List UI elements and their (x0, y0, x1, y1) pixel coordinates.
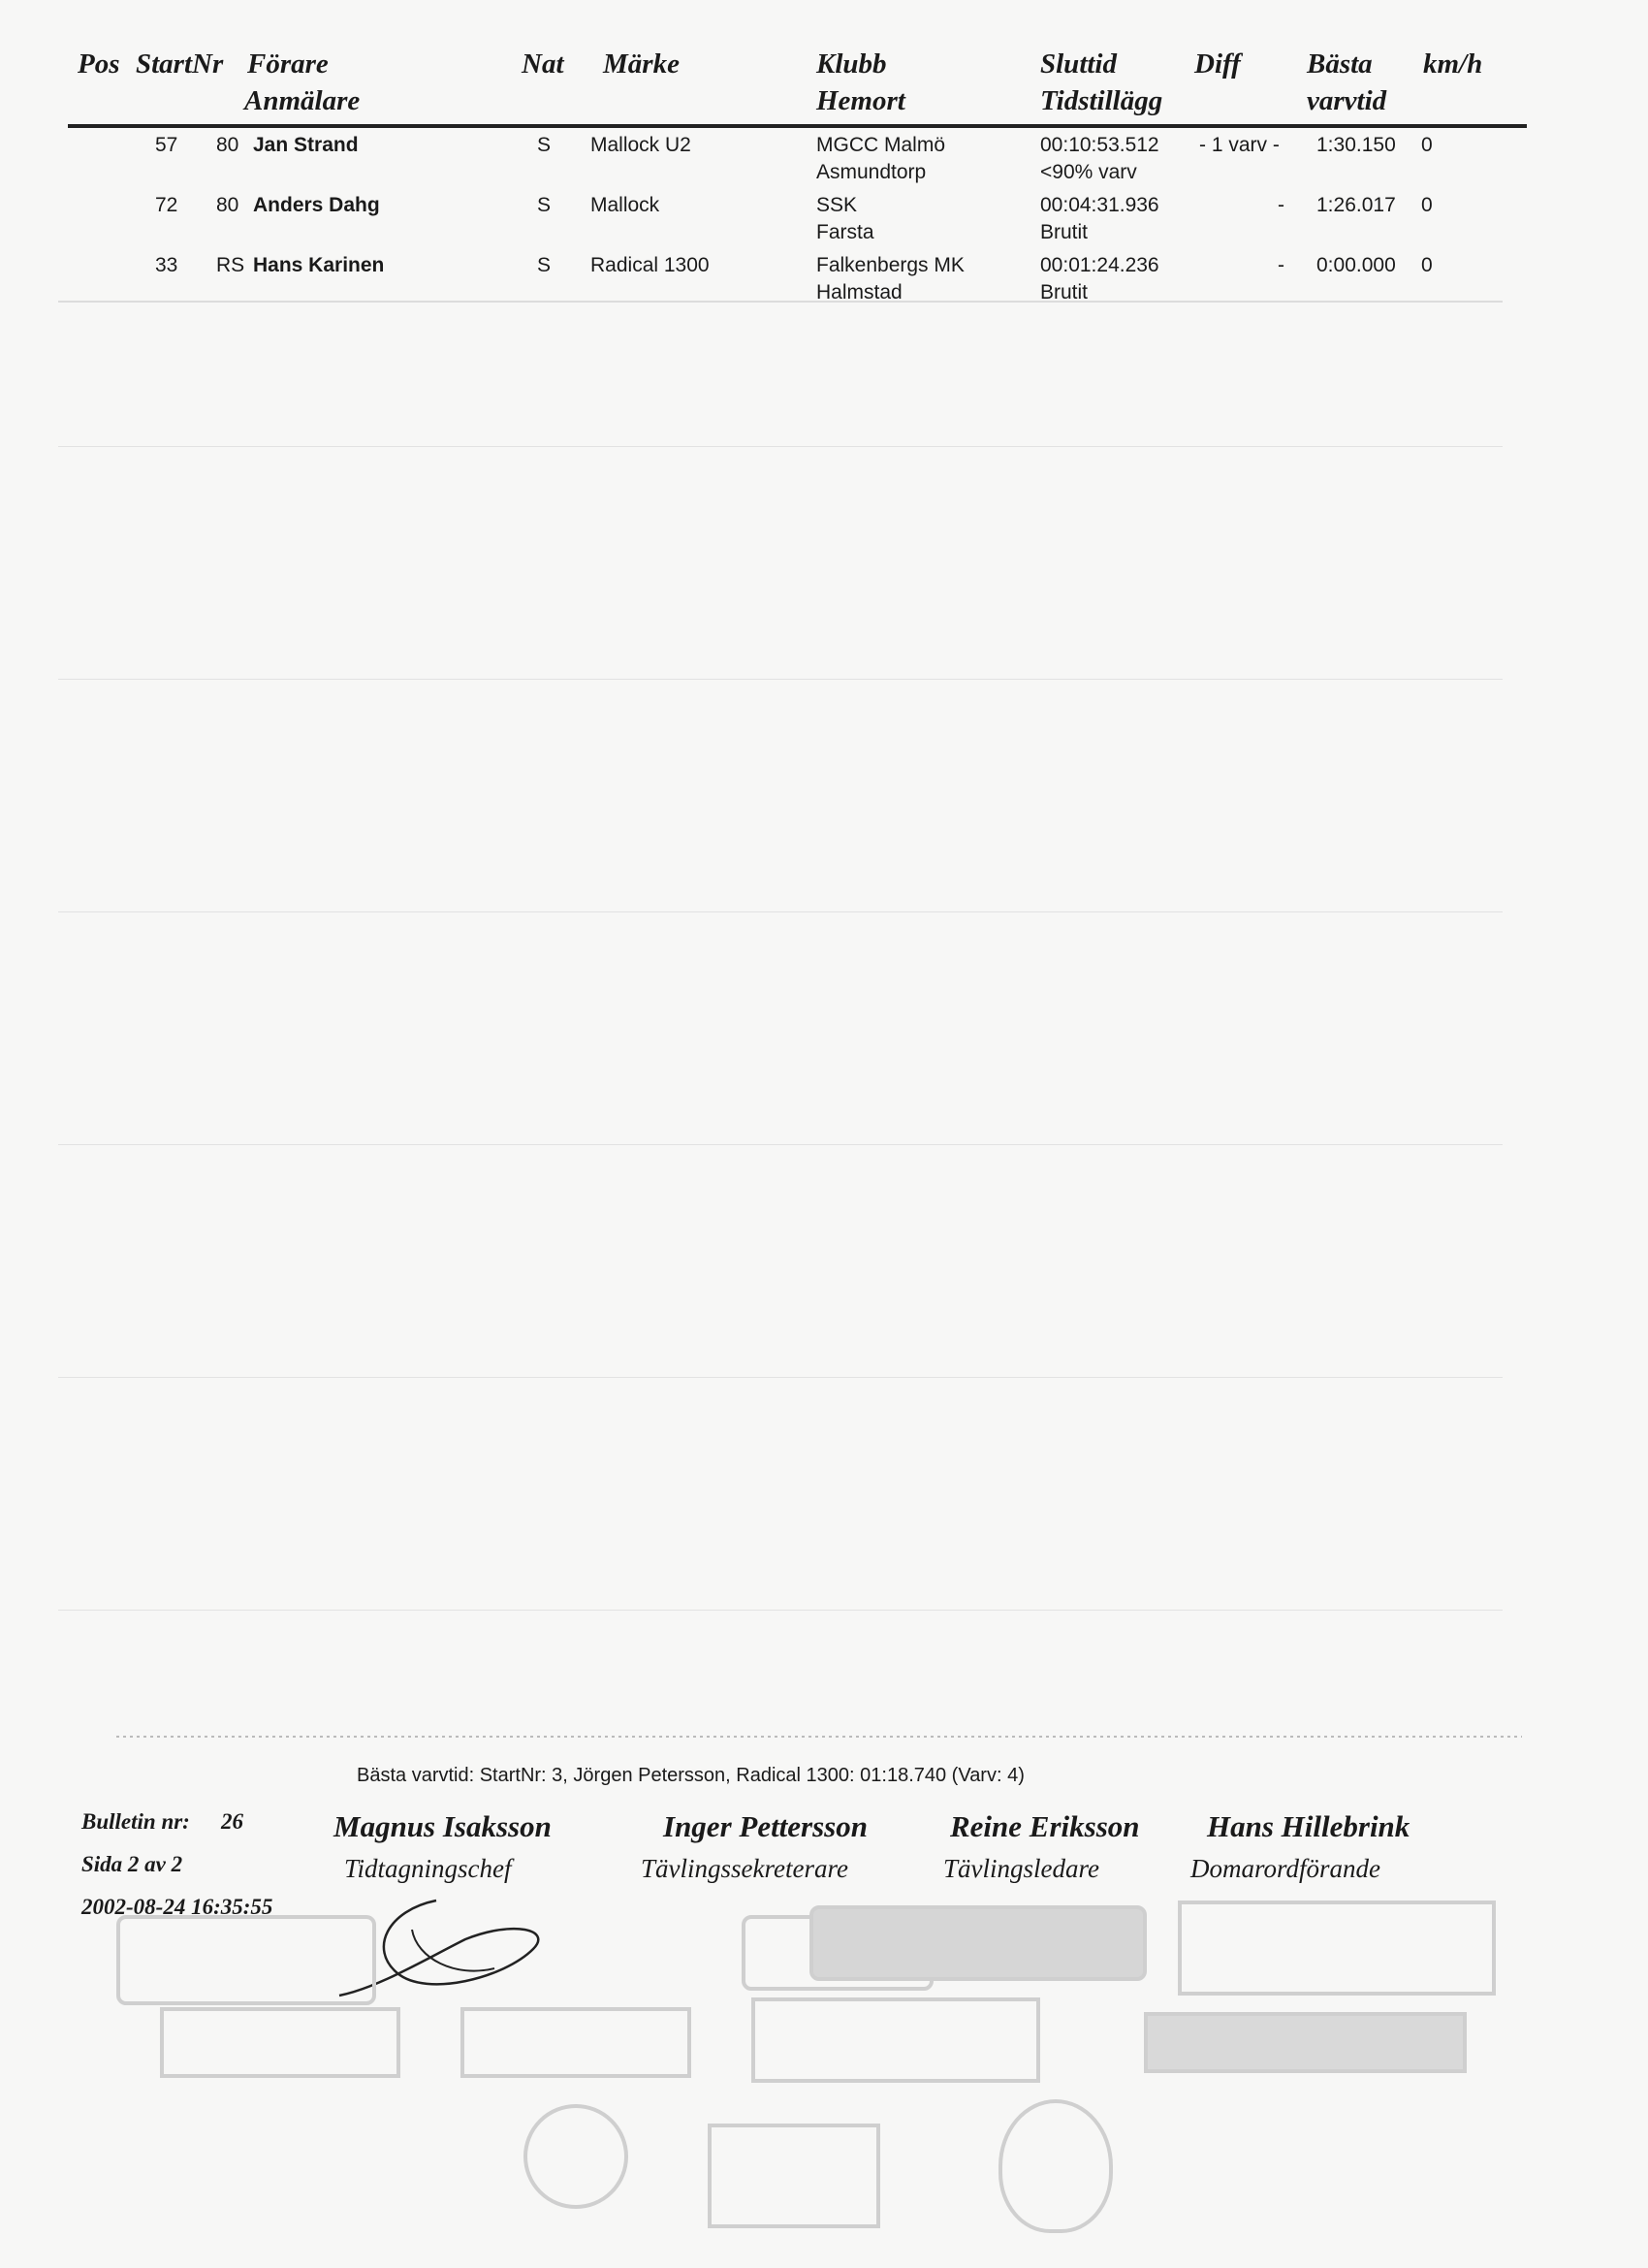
signature-role: Tidtagningschef (344, 1854, 512, 1883)
signature-name: Reine Eriksson (950, 1809, 1140, 1843)
page-number: Sida 2 av 2 (81, 1852, 183, 1876)
row-pos: 57 (155, 134, 178, 156)
sponsor-logo (523, 2104, 628, 2209)
signature-name: Inger Pettersson (663, 1809, 868, 1843)
row-startnr: 80 (216, 134, 239, 156)
header-varvtid: varvtid (1307, 85, 1387, 116)
header-kml: km/h (1423, 48, 1483, 80)
sponsor-logo (751, 1997, 1040, 2083)
row-time-penalty: <90% varv (1040, 161, 1137, 183)
row-kmh: 0 (1421, 254, 1433, 276)
header-forare: Förare (247, 48, 329, 80)
sponsor-logo (998, 2099, 1113, 2233)
sponsor-logo (1144, 2012, 1467, 2073)
signature-role: Tävlingsledare (943, 1854, 1099, 1883)
header-marke: Märke (603, 48, 680, 80)
row-startnr: 80 (216, 194, 239, 216)
header-nat: Nat (522, 48, 564, 80)
sponsor-logo (160, 2007, 400, 2078)
row-hometown: Halmstad (816, 281, 903, 303)
row-car: Radical 1300 (590, 254, 710, 276)
row-club: Falkenbergs MK (816, 254, 965, 276)
sponsor-logo (809, 1905, 1147, 1981)
row-finish-time: 00:04:31.936 (1040, 194, 1159, 216)
row-car: Mallock (590, 194, 660, 216)
row-nat: S (537, 134, 552, 156)
row-driver: Jan Strand (253, 134, 359, 156)
bulletin-label: Bulletin nr: (81, 1809, 190, 1834)
row-diff: - (1278, 194, 1284, 216)
sponsor-logo (1178, 1901, 1496, 1996)
signature-name: Hans Hillebrink (1207, 1809, 1410, 1843)
row-club: MGCC Malmö (816, 134, 946, 156)
row-car: Mallock U2 (590, 134, 691, 156)
row-diff: - 1 varv - (1199, 134, 1280, 156)
sponsor-logo (708, 2124, 880, 2228)
row-finish-time: 00:01:24.236 (1040, 254, 1159, 276)
row-kmh: 0 (1421, 194, 1433, 216)
sponsor-logo (116, 1915, 376, 2005)
row-best-lap: 1:30.150 (1316, 134, 1396, 156)
best-lap-summary: Bästa varvtid: StartNr: 3, Jörgen Petersson, Radical 1300: 01:18.740 (Varv: 4) (357, 1765, 1025, 1786)
row-nat: S (537, 194, 552, 216)
row-time-penalty: Brutit (1040, 281, 1089, 303)
row-club: SSK (816, 194, 858, 216)
header-startnr: StartNr (136, 48, 224, 80)
row-hometown: Farsta (816, 221, 874, 243)
row-diff: - (1278, 254, 1284, 276)
header-anmalare: Anmälare (244, 85, 361, 116)
row-pos: 72 (155, 194, 178, 216)
row-driver: Anders Dahg (253, 194, 380, 216)
header-sluttid: Sluttid (1040, 48, 1117, 80)
row-hometown: Asmundtorp (816, 161, 927, 183)
header-basta: Bästa (1307, 48, 1373, 80)
row-startnr: RS (216, 254, 245, 276)
row-finish-time: 00:10:53.512 (1040, 134, 1159, 156)
row-kmh: 0 (1421, 134, 1433, 156)
header-hemort: Hemort (816, 85, 905, 116)
row-nat: S (537, 254, 552, 276)
header-pos: Pos (78, 48, 120, 80)
row-best-lap: 1:26.017 (1316, 194, 1396, 216)
signature-name: Magnus Isaksson (333, 1809, 552, 1843)
header-tidstillagg: Tidstillägg (1040, 85, 1163, 116)
row-driver: Hans Karinen (253, 254, 385, 276)
signature-role: Domarordförande (1190, 1854, 1381, 1883)
bulletin-number: 26 (221, 1809, 243, 1834)
signature-role: Tävlingssekreterare (641, 1854, 848, 1883)
sponsor-logo (460, 2007, 691, 2078)
header-diff: Diff (1194, 48, 1241, 80)
timestamp: 2002-08-24 16:35:55 (81, 1895, 273, 1919)
row-best-lap: 0:00.000 (1316, 254, 1396, 276)
header-klubb: Klubb (816, 48, 887, 80)
header-rule (68, 124, 1527, 128)
row-time-penalty: Brutit (1040, 221, 1089, 243)
row-pos: 33 (155, 254, 178, 276)
